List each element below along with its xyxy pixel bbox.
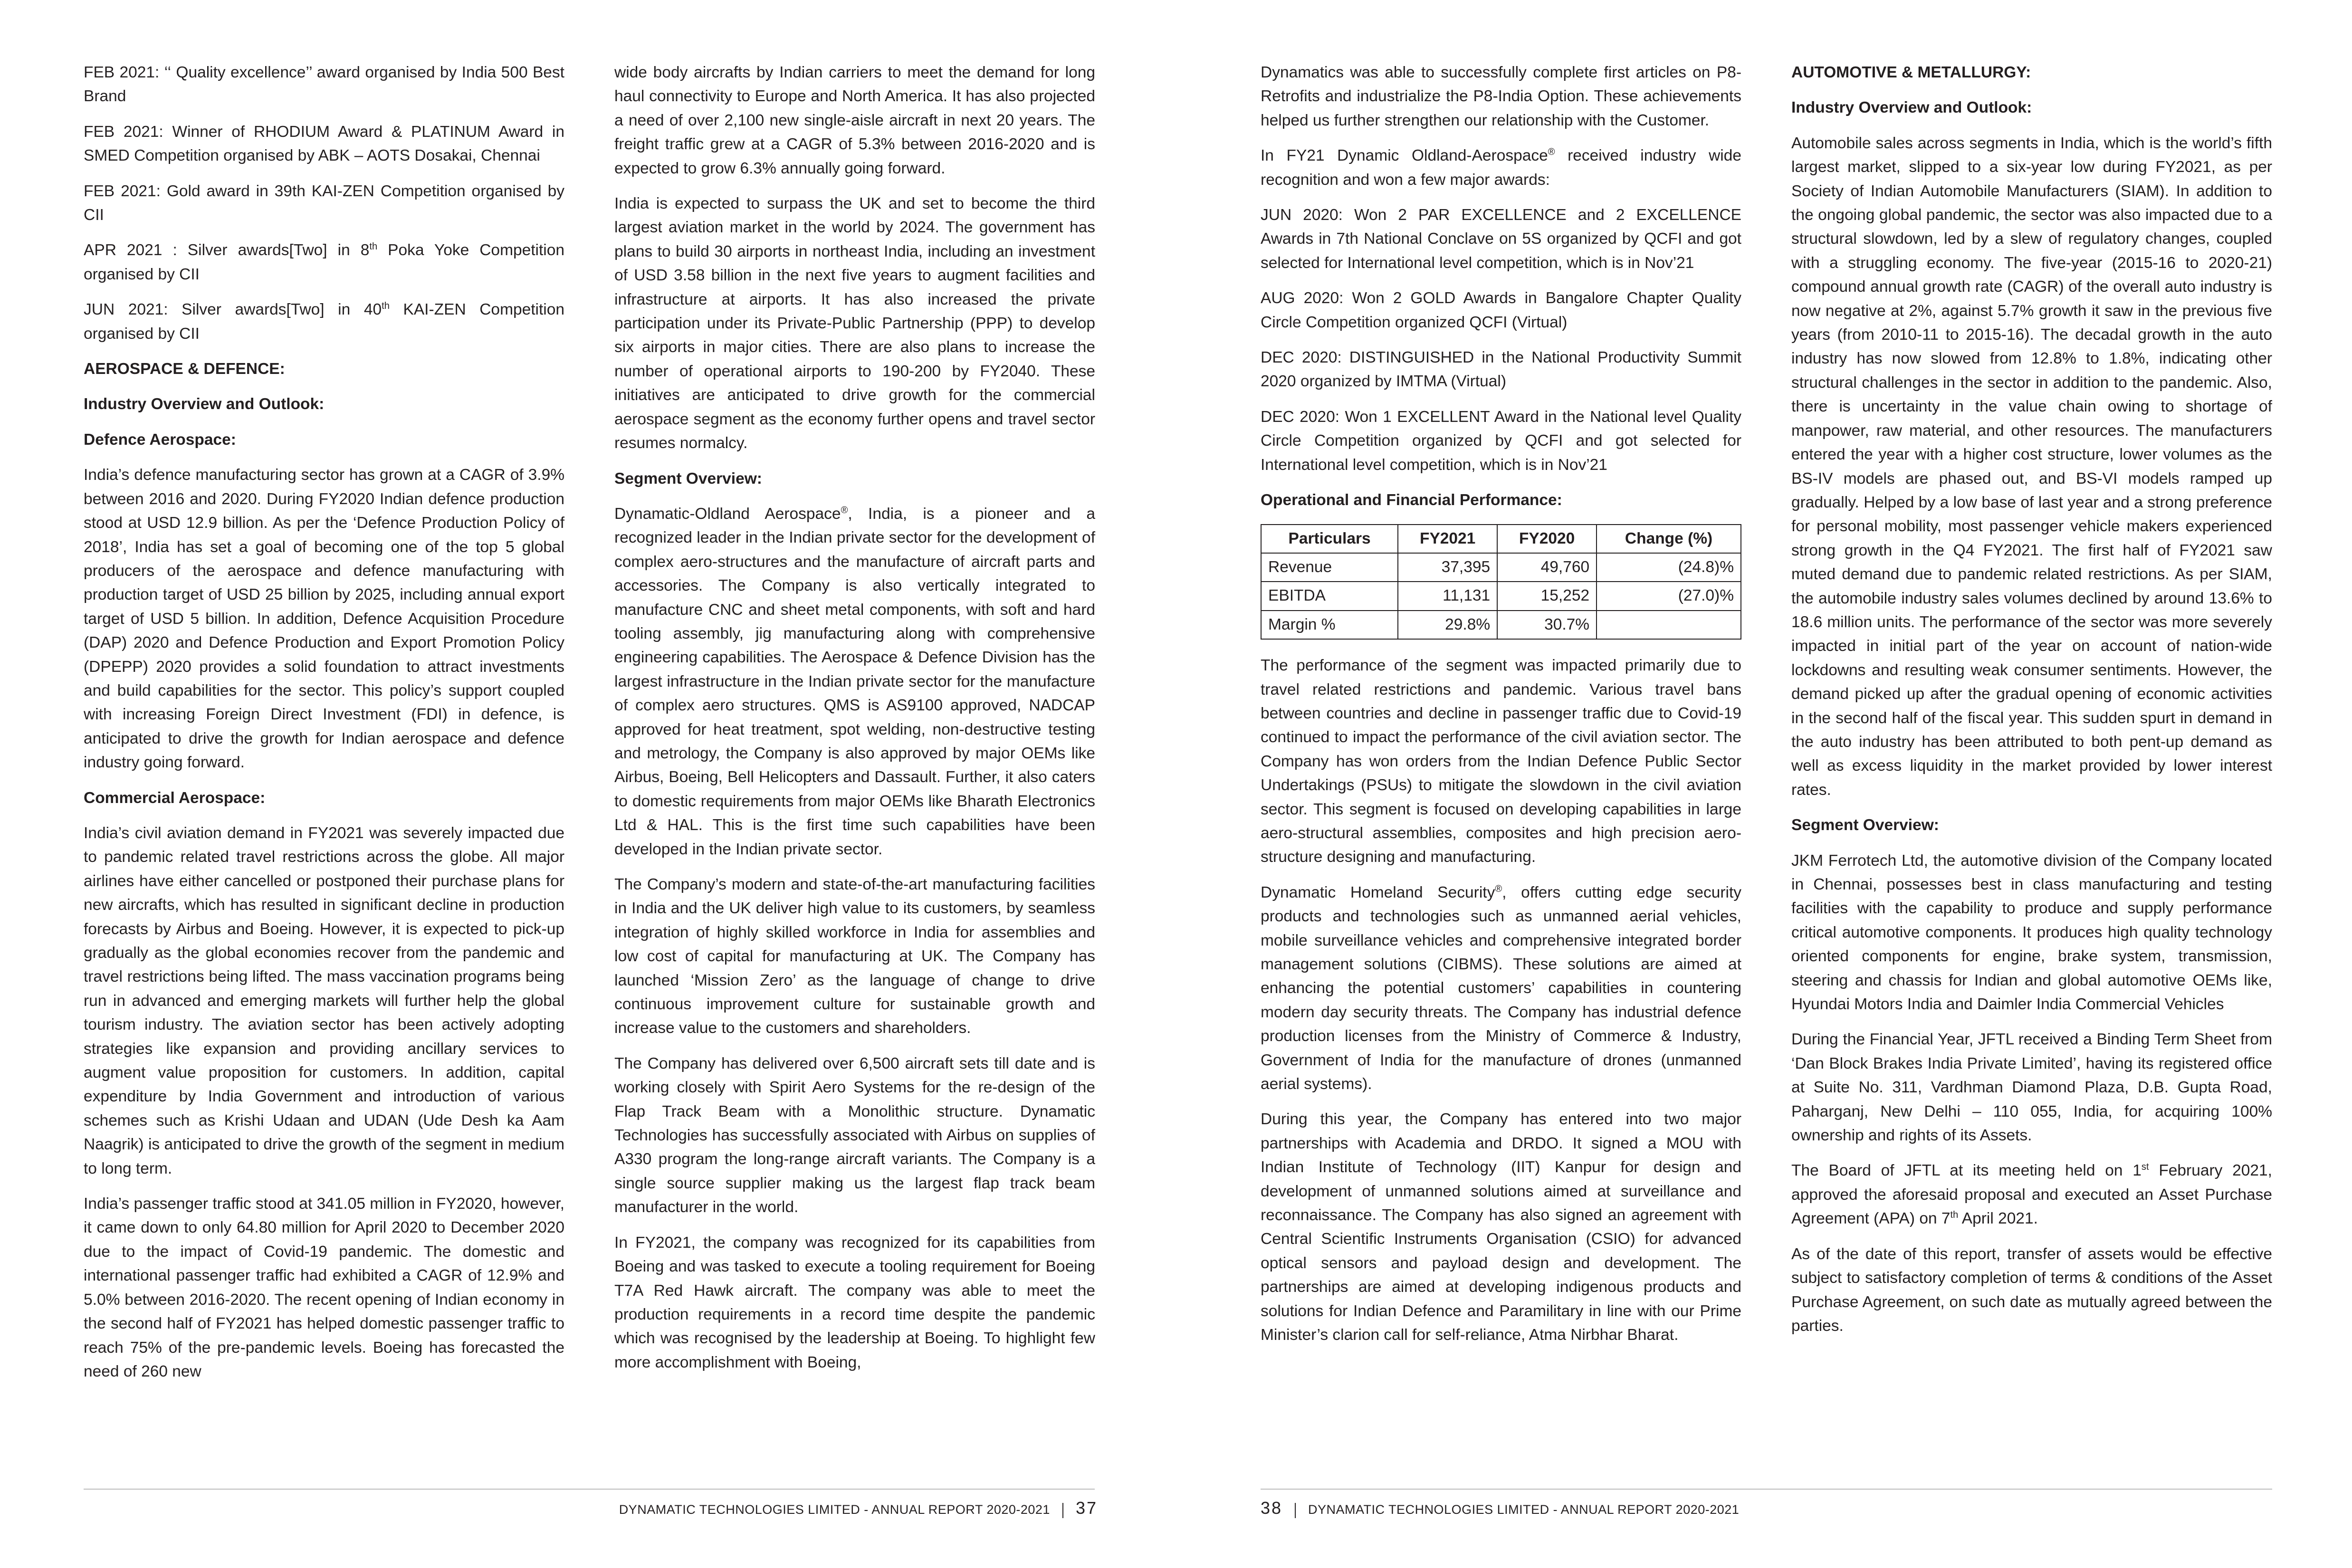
- cell-value: 29.8%: [1398, 611, 1497, 639]
- header-fy2020: FY2020: [1497, 525, 1597, 553]
- text: JUN 2021: Silver awards[Two] in 40: [84, 301, 382, 319]
- text: Dynamatic-Oldland Aerospace: [614, 505, 841, 523]
- award-feb-2021-rhodium: FEB 2021: Winner of RHODIUM Award & PLATINUM Award in SMED Competition organised by ABK – AOTS Dosakai, Chennai: [84, 123, 564, 165]
- paragraph-asset-transfer: As of the date of this report, transfer of assets would be effective subject to satisfactory completion of terms & conditions of the Asset Purchase Agreement, on such date as mutually agreed between the parties.: [1791, 1245, 2272, 1335]
- text: , India, is a pioneer and a recognized leader in the Indian private sector for the development of complex aero-structures and the manufacture of aircraft parts and accessories. The Company is also vertically integrated to manufacture CNC and sheet metal components, with soft and hard tooling assembly, jig manufacturing along with comprehensive engineering capabilities. The Aerospace & Defence Division has the largest infrastructure in the Indian private sector for the manufacture of complex aero structures. QMS is AS9100 approved, NADCAP approved for heat treatment, spot welding, non-destructive testing and metrology, the Company is also approved by major OEMs like Airbus, Boeing, Bell Helicopters and Dassault. Further, it also caters to domestic requirements from major OEMs like Bharath Electronics Ltd & HAL. This is the first time such capabilities have been developed in the Indian private sector.: [614, 505, 1095, 858]
- paragraph-fy21-recognition: [1261, 144, 1741, 192]
- table-header-row: [1261, 525, 1741, 553]
- cell-value: (24.8)%: [1597, 553, 1741, 582]
- table-row: [1261, 582, 1741, 610]
- subheading-segment-overview: Segment Overview:: [1791, 816, 1939, 834]
- cell-label: Revenue: [1261, 553, 1398, 582]
- paragraph-automobile-sales: Automobile sales across segments in India, which is the world’s fifth largest market, slipped to a six-year low during FY2021, as per Society of Indian Automobile Manufacturers (SIAM). In addition to the ongoing global pandemic, the sector was also impacted due to a structural slowdown, led by a slew of regulatory changes, coupled with a struggling economy. The five-year (2015-16 to 2020-21) compound annual growth rate (CAGR) of the overall auto industry is now negative at 2%, against 5.7% growth it saw in the previous five years (from 2010-11 to 2015-16). The decadal growth in the auto industry has now slowed from 12.8% to 1.8%, indicating other structural challenges in the sector in addition to the pandemic. Also, there is uncertainty in the value chain owing to shortage of manpower, raw material, and other resources. The manufacturers entered the year with a higher cost structure, lower volumes as the BS-IV models are phased out, and BS-VI models ramped up gradually. Helped by a low base of last year and a strong preference for personal mobility, most passenger vehicle makers experienced strong growth in the Q4 FY2021. The first half of FY2021 saw muted demand due to pandemic related restrictions. As per SIAM, the automobile industry sales volumes declined by around 13.6% to 18.6 million units. The performance of the sector was more severely impacted in initial part of the year on account of nation-wide lockdowns and resulting weak consumer sentiments. However, the demand picked up after the gradual opening of economic activities in the second half of the fiscal year. This sudden spurt in demand in the auto industry has been attributed to both pent-up demand as well as excess liquidity in the market provided by lower interest rates.: [1791, 134, 2272, 799]
- footer-rule-left: [84, 1489, 1095, 1490]
- paragraph-segment-performance: The performance of the segment was impacted primarily due to travel related restrictions and pandemic. Various travel bans between countries and decline in passenger traffic due to Covid-19 continued to impact the performance of the civil aviation sector. The Company has won orders from the Indian Defence Public Sector Undertakings (PSUs) to mitigate the slowdown in the civil aviation sector. This segment is focused on developing capabilities in large aero-structural assemblies, composites and high precision aero- structure designing and manufacturing.: [1261, 657, 1741, 866]
- award-dec-2020-excellent: DEC 2020: Won 1 EXCELLENT Award in the National level Quality Circle Competition organized by QCFI and got selected for International level competition, which is in Nov’21: [1261, 408, 1741, 474]
- paragraph-jkm-ferrotech: JKM Ferrotech Ltd, the automotive division of the Company located in Chennai, possesses best in class manufacturing and testing facilities with the capability to produce and supply performance critical automotive components. It produces high quality technology oriented components for engine, brake system, transmission, steering and chassis for Indian and global automotive OEMs like, Hyundai Motors India and Daimler India Commercial Vehicles: [1791, 851, 2272, 1013]
- header-particulars: Particulars: [1261, 525, 1398, 553]
- cell-value: [1597, 611, 1741, 639]
- text: KAI-ZEN Competition organised by CII: [84, 301, 564, 343]
- paragraph-homeland-security: [1261, 881, 1741, 1097]
- text: The Board of JFTL at its meeting held on 1: [1791, 1162, 2142, 1180]
- paragraph-passenger-traffic: India’s passenger traffic stood at 341.05 million in FY2020, however, it came down to only 64.80 million for April 2020 to December 2020 due to the impact of Covid-19 pandemic. The domestic and international passenger traffic had exhibited a CAGR of 12.9% and 5.0% between 2016-2020. The recent opening of Indian economy in the second half of FY2021 has helped domestic passenger traffic to reach 75% of the pre-pandemic levels. Boeing has forecasted the need of 260 new: [84, 1195, 564, 1380]
- award-feb-2021-gold: FEB 2021: Gold award in 39th KAI-ZEN Competition organised by CII: [84, 182, 564, 224]
- paragraph-board-approval: [1791, 1159, 2272, 1231]
- paragraph-binding-term-sheet: During the Financial Year, JFTL received a Binding Term Sheet from ‘Dan Block Brakes India Private Limited’, having its registered office at Suite No. 311, Vardhman Diamond Plaza, D.B. Gupta Road, Paharganj, New Delhi – 110 055, India, for acquiring 100% ownership and rights of its Assets.: [1791, 1031, 2272, 1145]
- footer-divider: [1062, 1503, 1063, 1518]
- footer-right-text: DYNAMATIC TECHNOLOGIES LIMITED - ANNUAL REPORT 2020-2021: [1308, 1502, 1740, 1517]
- paragraph-aviation-market: India is expected to surpass the UK and set to become the third largest aviation market in the world by 2024. The government has plans to build 30 airports in northeast India, including an investment of USD 3.58 billion in the next five years to augment facilities and infrastructure at airports. It has also increased the private participation under its Private-Public Partnership (PPP) to develop six airports in major cities. There are also plans to increase the number of operational airports to 190-200 by FY2040. These initiatives are anticipated to drive growth for the commercial aerospace segment as the economy further opens and travel sector resumes normalcy.: [614, 195, 1095, 452]
- text: In FY21 Dynamic Oldland-Aerospace: [1261, 147, 1548, 165]
- registered-mark: ®: [1548, 147, 1555, 158]
- footer-left: [619, 1498, 1098, 1518]
- text: February 2021, approved the aforesaid proposal and executed an Asset Purchase Agreement (APA) on 7: [1791, 1162, 2272, 1228]
- section-heading-aerospace: AEROSPACE & DEFENCE:: [84, 360, 285, 378]
- footer-left-text: DYNAMATIC TECHNOLOGIES LIMITED - ANNUAL REPORT 2020-2021: [619, 1502, 1050, 1517]
- superscript: th: [369, 241, 378, 252]
- text: Dynamatic Homeland Security: [1261, 883, 1495, 901]
- superscript: st: [2141, 1162, 2149, 1173]
- column-3: [1261, 61, 1741, 1359]
- registered-mark: ®: [841, 505, 848, 516]
- financial-performance-table: [1261, 524, 1741, 640]
- subheading-defence-aerospace: Defence Aerospace:: [84, 430, 236, 449]
- cell-value: 37,395: [1398, 553, 1497, 582]
- header-change: Change (%): [1597, 525, 1741, 553]
- cell-label: EBITDA: [1261, 582, 1398, 610]
- footer-divider: [1295, 1503, 1296, 1518]
- text: APR 2021 : Silver awards[Two] in 8: [84, 241, 370, 259]
- column-2: [614, 61, 1095, 1386]
- registered-mark: ®: [1495, 883, 1502, 894]
- text: received industry wide recognition and won a few major awards:: [1261, 147, 1741, 189]
- subheading-industry-overview: Industry Overview and Outlook:: [84, 395, 325, 413]
- award-feb-2021-quality: FEB 2021: ‘‘ Quality excellence’’ award organised by India 500 Best Brand: [84, 64, 564, 105]
- superscript: th: [382, 301, 390, 312]
- cell-value: 30.7%: [1497, 611, 1597, 639]
- award-jun-2020: JUN 2020: Won 2 PAR EXCELLENCE and 2 EXCELLENCE Awards in 7th National Conclave on 5S organized by QCFI and got selected for International level competition, which is in Nov’21: [1261, 206, 1741, 272]
- award-apr-2021: [84, 239, 564, 287]
- paragraph-defence: India’s defence manufacturing sector has grown at a CAGR of 3.9% between 2016 and 2020. During FY2020 Indian defence production stood at USD 12.9 billion. As per the ‘Defence Production Policy of 2018’, India has set a goal of becoming one of the top 5 global producers of the aerospace and defence manufacturing with production target of USD 25 billion by 2025, including annual export target of USD 5 billion. In addition, Defence Acquisition Procedure (DAP) 2020 and Defence Production and Export Promotion Policy (DPEPP) 2020 provides a solid foundation to attract investments and build capabilities for the sector. This policy’s support coupled with increasing Foreign Direct Investment (FDI) in defence, is anticipated to drive the growth for Indian aerospace and defence industry going forward.: [84, 466, 564, 772]
- superscript: th: [1950, 1210, 1959, 1221]
- paragraph-aircraft-sets: The Company has delivered over 6,500 aircraft sets till date and is working closely with Spirit Aero Systems for the re-design of the Flap Track Beam with a Monolithic structure. Dynamatic Technologies has successfully associated with Airbus on supplies of A330 program the long-range aircraft variants. The Company is a single source supplier making us the largest flap track beam manufacturer in the world.: [614, 1054, 1095, 1216]
- award-jun-2021: [84, 298, 564, 346]
- cell-value: 15,252: [1497, 582, 1597, 610]
- award-aug-2020: AUG 2020: Won 2 GOLD Awards in Bangalore Chapter Quality Circle Competition organized QCFI (Virtual): [1261, 289, 1741, 331]
- header-fy2021: FY2021: [1398, 525, 1497, 553]
- footer-rule-right: [1261, 1489, 2272, 1490]
- cell-value: (27.0)%: [1597, 582, 1741, 610]
- column-4: [1791, 61, 2272, 1349]
- text: Poka Yoke Competition organised by CII: [84, 241, 564, 283]
- paragraph-wide-body: wide body aircrafts by Indian carriers to meet the demand for long haul connectivity to Europe and North America. It has also projected a need of over 2,100 new single-aisle aircraft in next 20 years. The freight traffic grew at a CAGR of 5.3% between 2016-2020 and is expected to grow 6.3% annually going forward.: [614, 64, 1095, 177]
- section-heading-automotive: AUTOMOTIVE & METALLURGY:: [1791, 64, 2031, 81]
- subheading-segment-overview: Segment Overview:: [614, 469, 762, 488]
- text: April 2021.: [1958, 1210, 2038, 1228]
- paragraph-partnerships: During this year, the Company has entered into two major partnerships with Academia and DRDO. It signed a MOU with Indian Institute of Technology (IIT) Kanpur for design and development of unmanned solutions aimed at surveillance and reconnaissance. The Company has also signed an agreement with Central Scientific Instruments Organisation (CSIO) for advanced optical sensors and payload design and development. The partnerships are aimed at developing indigenous products and solutions for Indian Defence and Paramilitary in line with our Prime Minister’s clarion call for self-reliance, Atma Nirbhar Bharat.: [1261, 1110, 1741, 1344]
- paragraph-manufacturing-facilities: The Company’s modern and state-of-the-art manufacturing facilities in India and the UK deliver high value to its customers, by seamless integration of highly skilled workforce in India for assemblies and low cost of capital for manufacturing at UK. The Company has launched ‘Mission Zero’ as the language of change to drive continuous improvement culture for sustainable growth and increase value to the customers and shareholders.: [614, 876, 1095, 1037]
- cell-value: 11,131: [1398, 582, 1497, 610]
- table-row: [1261, 553, 1741, 582]
- paragraph-oldland-aerospace: [614, 502, 1095, 861]
- page-number-right: 38: [1261, 1498, 1283, 1518]
- page-number-left: 37: [1075, 1498, 1098, 1518]
- cell-label: Margin %: [1261, 611, 1398, 639]
- text: , offers cutting edge security products and technologies such as unmanned aerial vehicles, mobile surveillance vehicles and comprehensive integrated border management solutions (CIBMS). These solutions are aimed at enhancing the potential customers’ capabilities in countering modern day security threats. The Company has industrial defence production licenses from the Ministry of Commerce & Industry, Government of India for the manufacture of drones (unmanned aerial systems).: [1261, 883, 1741, 1093]
- subheading-industry-overview: Industry Overview and Outlook:: [1791, 99, 2032, 117]
- column-1: [84, 61, 564, 1395]
- footer-right: [1261, 1498, 1739, 1518]
- paragraph-commercial: India’s civil aviation demand in FY2021 was severely impacted due to pandemic related travel restrictions across the globe. All major airlines have either cancelled or postponed their purchase plans for new aircrafts, which has resulted in significant decline in production forecasts by Airbus and Boeing. However, it is expected to pick-up gradually as the global economies recover from the pandemic and travel restrictions being lifted. The mass vaccination programs being run in advanced and emerging markets will further help the global tourism industry. The aviation sector has been actively adopting strategies like expansion and providing ancillary services to augment value proposition for customers. In addition, capital expenditure by India Government and introduction of various schemes such as Krishi Udaan and UDAN (Ude Desh ka Aam Naagrik) is anticipated to drive the growth of the segment in medium to long term.: [84, 824, 564, 1177]
- paragraph-p8-retrofits: Dynamatics was able to successfully complete first articles on P8-Retrofits and industrialize the P8-India Option. These achievements helped us further strengthen our relationship with the Customer.: [1261, 64, 1741, 129]
- subheading-operational-financial: Operational and Financial Performance:: [1261, 491, 1562, 509]
- paragraph-boeing: In FY2021, the company was recognized for its capabilities from Boeing and was tasked to execute a tooling requirement for Boeing T7A Red Hawk aircraft. The company was able to meet the production requirements in a record time despite the pandemic which was recognised by the leadership at Boeing. To highlight few more accomplishment with Boeing,: [614, 1233, 1095, 1371]
- subheading-commercial-aerospace: Commercial Aerospace:: [84, 789, 266, 807]
- table-row: [1261, 611, 1741, 639]
- cell-value: 49,760: [1497, 553, 1597, 582]
- award-dec-2020-distinguished: DEC 2020: DISTINGUISHED in the National Productivity Summit 2020 organized by IMTMA (Virtual): [1261, 349, 1741, 391]
